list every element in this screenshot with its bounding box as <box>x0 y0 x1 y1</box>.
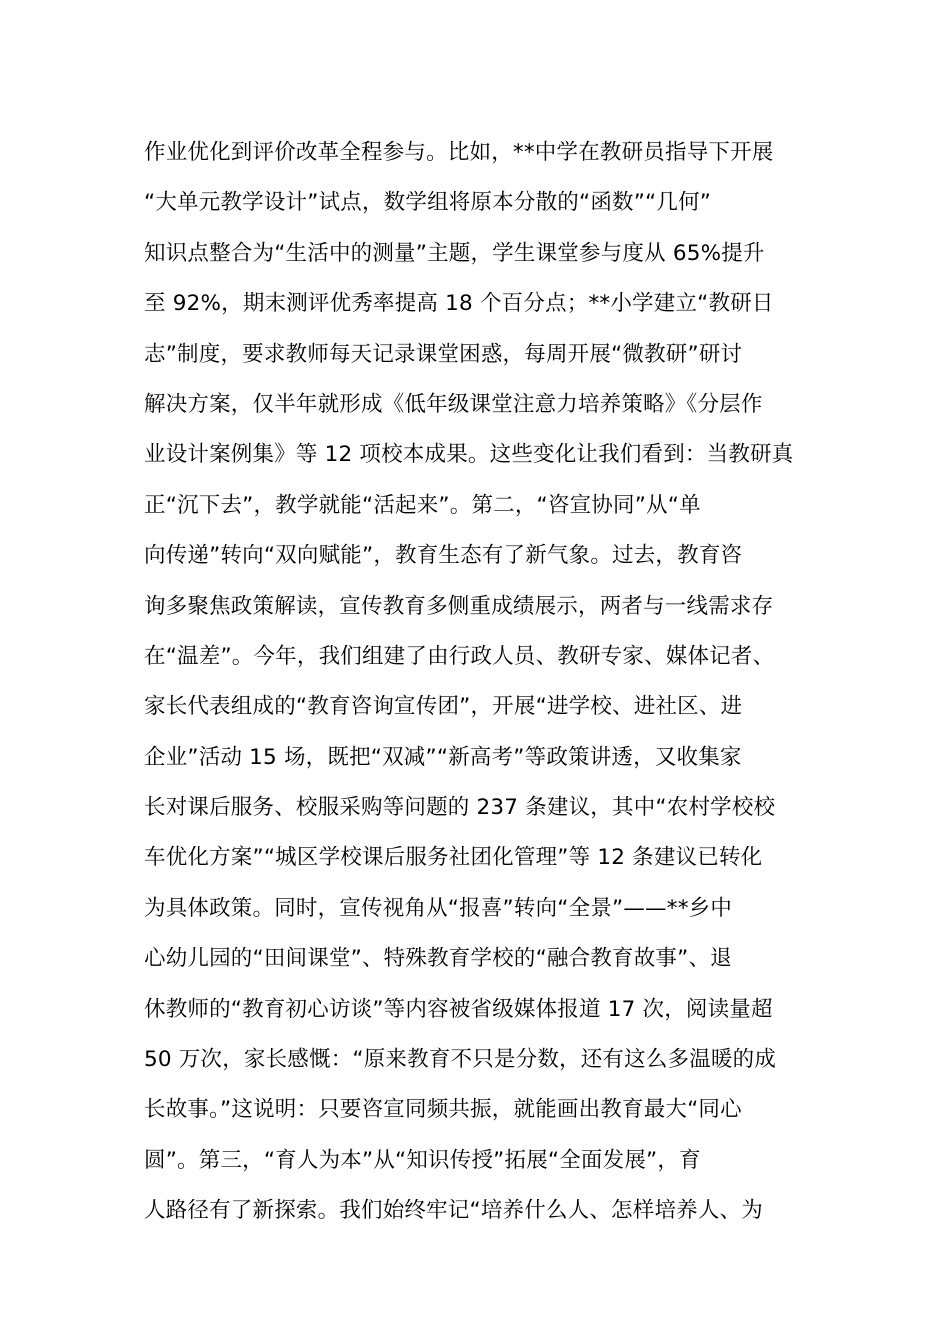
paragraph-line-6: 解决方案，仅半年就形成《低年级课堂注意力培养策略》《分层作 <box>144 391 763 417</box>
paragraph-line-17: 心幼儿园的“田间课堂”、特殊教育学校的“融合教育故事”、退 <box>144 946 732 972</box>
paragraph-line-12: 家长代表组成的“教育咨询宣传团”，开展“进学校、进社区、进 <box>144 694 743 720</box>
paragraph-line-11: 在“温差”。今年，我们组建了由行政人员、教研专家、媒体记者、 <box>144 643 775 669</box>
paragraph-line-1: 作业优化到评价改革全程参与。比如，**中学在教研员指导下开展 <box>144 140 774 165</box>
paragraph-line-4: 至 92%，期末测评优秀率提高 18 个百分点；**小学建立“教研日 <box>144 291 774 317</box>
paragraph-line-8: 正“沉下去”，教学就能“活起来”。第二，“咨宣协同”从“单 <box>144 492 701 518</box>
paragraph-line-16: 为具体政策。同时，宣传视角从“报喜”转向“全景”——**乡中 <box>144 895 733 921</box>
paragraph-line-7: 业设计案例集》等 12 项校本成果。这些变化让我们看到：当教研真 <box>144 442 794 468</box>
paragraph-line-13: 企业”活动 15 场，既把“双减”“新高考”等政策讲透，又收集家 <box>144 744 742 770</box>
paragraph-line-5: 志”制度，要求教师每天记录课堂困惑，每周开展“微教研”研讨 <box>144 341 743 367</box>
paragraph-line-15: 车优化方案”“城区学校课后服务社团化管理”等 12 条建议已转化 <box>144 845 763 871</box>
body-paragraph <box>144 128 824 1237</box>
paragraph-line-21: 圆”。第三，“育人为本”从“知识传授”拓展“全面发展”，育 <box>144 1147 701 1173</box>
paragraph-line-19: 50 万次，家长感慨：“原来教育不只是分数，还有这么多温暖的成 <box>144 1047 777 1073</box>
paragraph-line-22: 人路径有了新探索。我们始终牢记“培养什么人、怎样培养人、为 <box>144 1198 763 1224</box>
paragraph-line-14: 长对课后服务、校服采购等问题的 237 条建议，其中“农村学校校 <box>144 795 776 821</box>
paragraph-line-10: 询多聚焦政策解读，宣传教育多侧重成绩展示，两者与一线需求存 <box>144 593 774 619</box>
paragraph-line-9: 向传递”转向“双向赋能”，教育生态有了新气象。过去，教育咨 <box>144 543 743 569</box>
paragraph-line-20: 长故事。”这说明：只要咨宣同频共振，就能画出教育最大“同心 <box>144 1097 742 1123</box>
paragraph-line-2: “大单元教学设计”试点，数学组将原本分散的“函数”“几何” <box>144 190 712 216</box>
paragraph-line-3: 知识点整合为“生活中的测量”主题，学生课堂参与度从 65%提升 <box>144 240 765 266</box>
paragraph-line-18: 休教师的“教育初心访谈”等内容被省级媒体报道 17 次，阅读量超 <box>144 996 773 1022</box>
